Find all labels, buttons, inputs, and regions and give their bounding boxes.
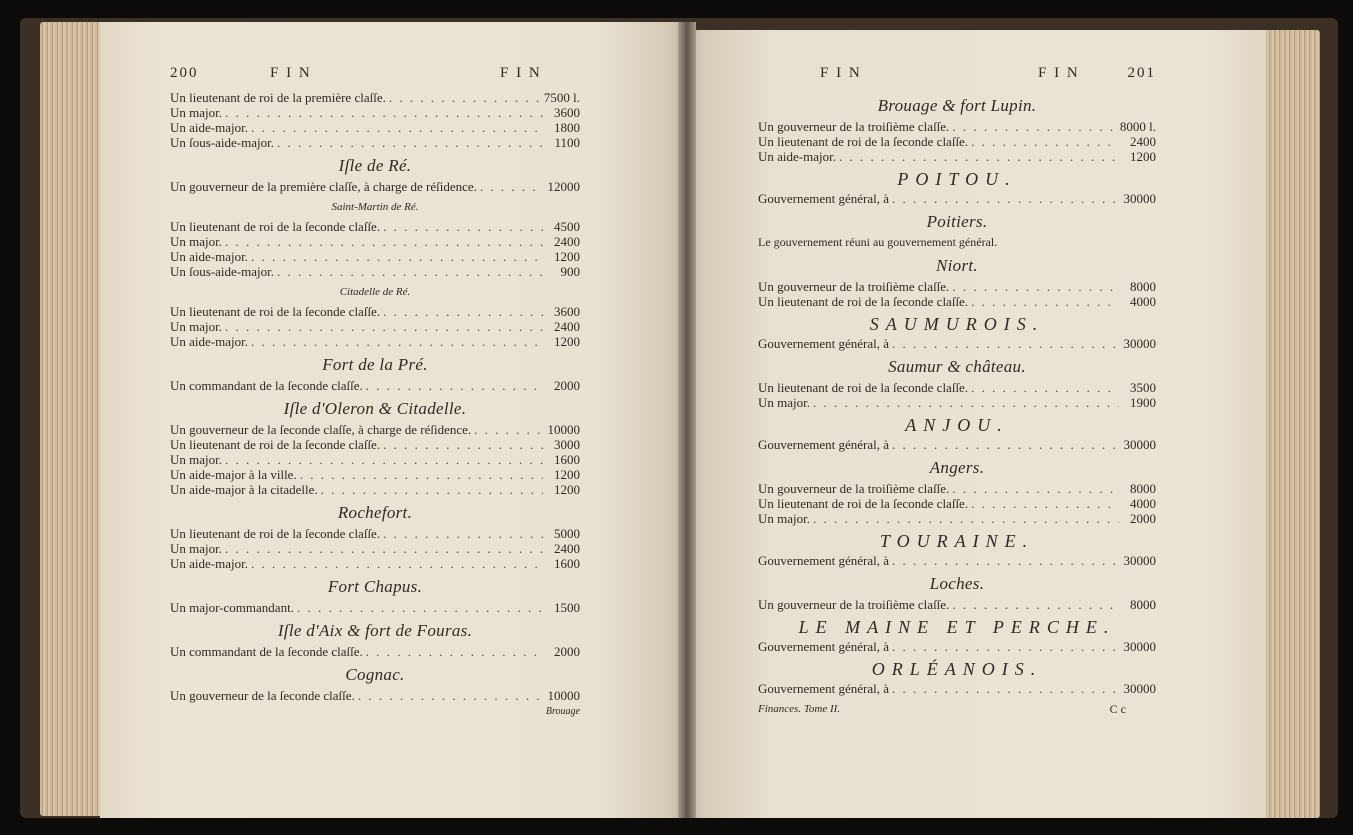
entry-label: Un ſous-aide-major. xyxy=(170,135,274,150)
dot-leader xyxy=(971,496,1119,511)
running-head-right: F I N xyxy=(500,65,542,81)
entry-label: Un gouverneur de la ſeconde claſſe. xyxy=(170,688,355,703)
dot-leader xyxy=(892,553,1119,568)
dot-leader xyxy=(383,304,543,319)
entry-label: Un gouverneur de la troiſième claſſe. xyxy=(758,119,950,134)
entry-label: Un major. xyxy=(758,395,810,410)
ledger-entry xyxy=(170,264,580,279)
province-heading: LE MAINE ET PERCHE. xyxy=(798,617,1116,637)
ledger-entry xyxy=(170,135,580,150)
subsection-heading: Citadelle de Ré. xyxy=(339,286,411,298)
ledger-entry xyxy=(758,511,1156,526)
dot-leader xyxy=(251,249,543,264)
right-page-edges xyxy=(1262,30,1320,818)
entry-label: Un lieutenant de roi de la première claſſe. xyxy=(170,90,386,105)
ledger-entry xyxy=(170,600,580,615)
ledger-entry xyxy=(758,553,1156,568)
dot-leader xyxy=(480,179,543,194)
right-page-text xyxy=(758,64,1156,718)
section-heading: Fort Chapus. xyxy=(327,577,423,596)
entry-label: Un gouverneur de la troiſième claſſe. xyxy=(758,279,950,294)
ledger-entry xyxy=(758,496,1156,511)
entry-amount: 1600 xyxy=(554,452,580,467)
entry-label: Gouvernement général, à xyxy=(758,336,890,351)
dot-leader xyxy=(358,688,543,703)
entry-amount: 1500 xyxy=(554,600,580,615)
ledger-entry xyxy=(170,688,580,703)
dot-leader xyxy=(383,219,543,234)
ledger-entry xyxy=(758,191,1156,206)
entry-label: Un aide-major à la ville. xyxy=(170,467,297,482)
entry-label: Un aide-major. xyxy=(170,334,248,349)
ledger-entry xyxy=(170,179,580,194)
page-number: 201 xyxy=(1127,65,1156,81)
dot-leader xyxy=(892,437,1119,452)
entry-label: Un aide-major. xyxy=(170,120,248,135)
ledger-entry xyxy=(758,279,1156,294)
province-heading: POITOU. xyxy=(897,169,1017,189)
entry-amount: 3000 xyxy=(554,437,580,452)
entry-label: Un gouverneur de la troiſième claſſe. xyxy=(758,481,950,496)
entry-amount: 30000 xyxy=(1123,681,1156,696)
entry-label: Gouvernement général, à xyxy=(758,681,890,696)
section-heading: Saumur & château. xyxy=(888,357,1026,376)
province-heading: ORLÉANOIS. xyxy=(871,659,1043,679)
entry-label: Un major. xyxy=(170,234,222,249)
entry-label: Un major. xyxy=(170,452,222,467)
ledger-entry xyxy=(758,336,1156,351)
dot-leader xyxy=(321,482,543,497)
dot-leader xyxy=(225,105,543,120)
entry-label: Un commandant de la ſeconde claſſe. xyxy=(170,644,363,659)
dot-leader xyxy=(971,380,1119,395)
dot-leader xyxy=(892,639,1119,654)
entry-amount: 2000 xyxy=(554,378,580,393)
dot-leader xyxy=(952,597,1119,612)
entry-label: Un commandant de la ſeconde claſſe. xyxy=(170,378,363,393)
province-heading: ANJOU. xyxy=(905,415,1009,435)
dot-leader xyxy=(225,541,543,556)
entry-amount: 1900 xyxy=(1130,395,1156,410)
province-heading: TOURAINE. xyxy=(879,531,1035,551)
subsection-heading: Saint-Martin de Ré. xyxy=(331,201,419,213)
ledger-entry xyxy=(170,319,580,334)
ledger-entry xyxy=(170,120,580,135)
section-heading: Loches. xyxy=(929,574,985,593)
dot-leader xyxy=(297,600,543,615)
dot-leader xyxy=(251,334,543,349)
running-head-left: F I N xyxy=(820,65,862,81)
ledger-entry xyxy=(170,249,580,264)
dot-leader xyxy=(813,395,1119,410)
dot-leader xyxy=(225,452,543,467)
entry-amount: 4000 xyxy=(1130,294,1156,309)
section-heading: Niort. xyxy=(936,256,978,275)
ledger-entry xyxy=(170,304,580,319)
entry-label: Un lieutenant de roi de la ſeconde claſſe. xyxy=(170,219,381,234)
entry-amount: 1100 xyxy=(554,135,580,150)
entry-label: Gouvernement général, à xyxy=(758,191,890,206)
entry-label: Un lieutenant de roi de la ſeconde claſſe. xyxy=(170,437,381,452)
entry-amount: 4000 xyxy=(1130,496,1156,511)
entry-label: Un ſous-aide-major. xyxy=(170,264,274,279)
ledger-entry xyxy=(170,482,580,497)
ledger-entry xyxy=(170,526,580,541)
entry-label: Un major. xyxy=(758,511,810,526)
entry-label: Un gouverneur de la ſeconde claſſe, à charge de réſidence. xyxy=(170,422,472,437)
page-number: 200 xyxy=(170,65,199,81)
entry-amount: 30000 xyxy=(1123,639,1156,654)
dot-leader xyxy=(389,90,541,105)
dot-leader xyxy=(892,681,1119,696)
province-heading: SAUMUROIS. xyxy=(869,314,1045,334)
entry-amount: 10000 xyxy=(547,688,580,703)
entry-amount: 2400 xyxy=(1130,134,1156,149)
dot-leader xyxy=(952,119,1117,134)
ledger-entry xyxy=(170,234,580,249)
entry-amount: 30000 xyxy=(1123,553,1156,568)
dot-leader xyxy=(251,120,543,135)
entry-amount: 1600 xyxy=(554,556,580,571)
ledger-entry xyxy=(170,219,580,234)
dot-leader xyxy=(366,378,543,393)
ledger-entry xyxy=(758,294,1156,309)
section-heading: Iſle de Ré. xyxy=(338,156,412,175)
dot-leader xyxy=(971,294,1119,309)
section-heading: Angers. xyxy=(929,458,985,477)
dot-leader xyxy=(277,264,543,279)
section-heading: Iſle d'Aix & fort de Fouras. xyxy=(277,621,473,640)
entry-amount: 2000 xyxy=(554,644,580,659)
entry-label: Un lieutenant de roi de la ſeconde claſſe. xyxy=(758,380,969,395)
entry-amount: 2400 xyxy=(554,234,580,249)
ledger-entry xyxy=(758,395,1156,410)
entry-label: Un major. xyxy=(170,541,222,556)
dot-leader xyxy=(474,422,543,437)
entry-amount: 7500 l. xyxy=(543,90,580,105)
entry-amount: 900 xyxy=(560,264,580,279)
dot-leader xyxy=(277,135,543,150)
dot-leader xyxy=(383,437,543,452)
section-heading: Cognac. xyxy=(345,665,405,684)
entry-amount: 30000 xyxy=(1123,336,1156,351)
entry-amount: 3600 xyxy=(554,304,580,319)
entry-amount: 30000 xyxy=(1123,191,1156,206)
ledger-entry xyxy=(758,639,1156,654)
running-head-right: F I N xyxy=(1038,65,1080,81)
dot-leader xyxy=(892,336,1119,351)
entry-label: Un aide-major. xyxy=(170,249,248,264)
ledger-entry xyxy=(758,681,1156,696)
entry-label: Un aide-major. xyxy=(170,556,248,571)
entry-amount: 10000 xyxy=(547,422,580,437)
entry-label: Un lieutenant de roi de la ſeconde claſſe. xyxy=(758,294,969,309)
entry-label: Un aide-major. xyxy=(758,149,836,164)
ledger-entry xyxy=(170,422,580,437)
dot-leader xyxy=(383,526,543,541)
entry-amount: 8000 xyxy=(1130,279,1156,294)
dot-leader xyxy=(952,279,1119,294)
entry-label: Un lieutenant de roi de la ſeconde claſſe. xyxy=(758,496,969,511)
ledger-entry xyxy=(758,134,1156,149)
signature-mark: C c xyxy=(1109,702,1126,716)
dot-leader xyxy=(892,191,1119,206)
entry-amount: 1200 xyxy=(554,467,580,482)
running-head-left: F I N xyxy=(270,65,312,81)
dot-leader xyxy=(225,319,543,334)
entry-label: Un lieutenant de roi de la ſeconde claſſe. xyxy=(758,134,969,149)
entry-label: Un lieutenant de roi de la ſeconde claſſe. xyxy=(170,304,381,319)
right-page-entries xyxy=(758,98,1156,696)
entry-amount: 1800 xyxy=(554,120,580,135)
entry-amount: 3500 xyxy=(1130,380,1156,395)
entry-label: Un aide-major à la citadelle. xyxy=(170,482,318,497)
section-heading: Brouage & fort Lupin. xyxy=(877,96,1037,115)
entry-label: Gouvernement général, à xyxy=(758,437,890,452)
section-heading: Iſle d'Oleron & Citadelle. xyxy=(283,399,467,418)
entry-label: Un gouverneur de la troiſième claſſe. xyxy=(758,597,950,612)
entry-label: Un major. xyxy=(170,319,222,334)
left-page-text xyxy=(170,64,580,719)
dot-leader xyxy=(300,467,543,482)
entry-label: Un major. xyxy=(170,105,222,120)
entry-amount: 12000 xyxy=(547,179,580,194)
ledger-entry xyxy=(758,380,1156,395)
dot-leader xyxy=(839,149,1119,164)
ledger-entry xyxy=(170,644,580,659)
left-running-head xyxy=(170,64,580,90)
section-heading: Rochefort. xyxy=(337,503,413,522)
ledger-entry xyxy=(170,541,580,556)
ledger-entry xyxy=(170,556,580,571)
entry-label: Un major-commandant. xyxy=(170,600,294,615)
entry-amount: 2400 xyxy=(554,319,580,334)
entry-amount: 1200 xyxy=(554,482,580,497)
entry-amount: 8000 xyxy=(1130,597,1156,612)
dot-leader xyxy=(952,481,1119,496)
entry-amount: 8000 xyxy=(1130,481,1156,496)
dot-leader xyxy=(971,134,1119,149)
entry-amount: 3600 xyxy=(554,105,580,120)
entry-amount: 2400 xyxy=(554,541,580,556)
entry-label: Un lieutenant de roi de la ſeconde claſſe. xyxy=(170,526,381,541)
entry-label: Un gouverneur de la première claſſe, à charge de réſidence. xyxy=(170,179,477,194)
ledger-entry xyxy=(758,119,1156,134)
entry-amount: 4500 xyxy=(554,219,580,234)
entry-amount: 2000 xyxy=(1130,511,1156,526)
footer-signature: Finances. Tome II. xyxy=(758,703,841,715)
right-running-head xyxy=(758,64,1156,90)
entry-amount: 1200 xyxy=(554,334,580,349)
ledger-entry xyxy=(170,378,580,393)
ledger-entry xyxy=(170,334,580,349)
dot-leader xyxy=(366,644,543,659)
left-page-entries xyxy=(170,90,580,703)
ledger-entry xyxy=(758,149,1156,164)
section-heading: Poitiers. xyxy=(926,212,988,231)
ledger-entry xyxy=(170,452,580,467)
entry-amount: 5000 xyxy=(554,526,580,541)
entry-label: Gouvernement général, à xyxy=(758,639,890,654)
ledger-entry xyxy=(170,105,580,120)
ledger-entry xyxy=(170,90,580,105)
page-footer xyxy=(758,702,1156,718)
ledger-entry xyxy=(758,437,1156,452)
dot-leader xyxy=(813,511,1119,526)
note-line: Le gouvernement réuni au gouvernement général. xyxy=(758,235,998,249)
dot-leader xyxy=(251,556,543,571)
section-heading: Fort de la Pré. xyxy=(322,355,428,374)
entry-amount: 1200 xyxy=(554,249,580,264)
ledger-entry xyxy=(758,481,1156,496)
entry-amount: 1200 xyxy=(1130,149,1156,164)
dot-leader xyxy=(225,234,543,249)
entry-amount: 30000 xyxy=(1123,437,1156,452)
catchword: Brouage xyxy=(545,706,580,717)
left-page-edges xyxy=(40,22,102,816)
ledger-entry xyxy=(170,437,580,452)
ledger-entry xyxy=(170,467,580,482)
entry-amount: 8000 l. xyxy=(1119,119,1156,134)
book-gutter xyxy=(678,22,696,818)
entry-label: Gouvernement général, à xyxy=(758,553,890,568)
ledger-entry xyxy=(758,597,1156,612)
